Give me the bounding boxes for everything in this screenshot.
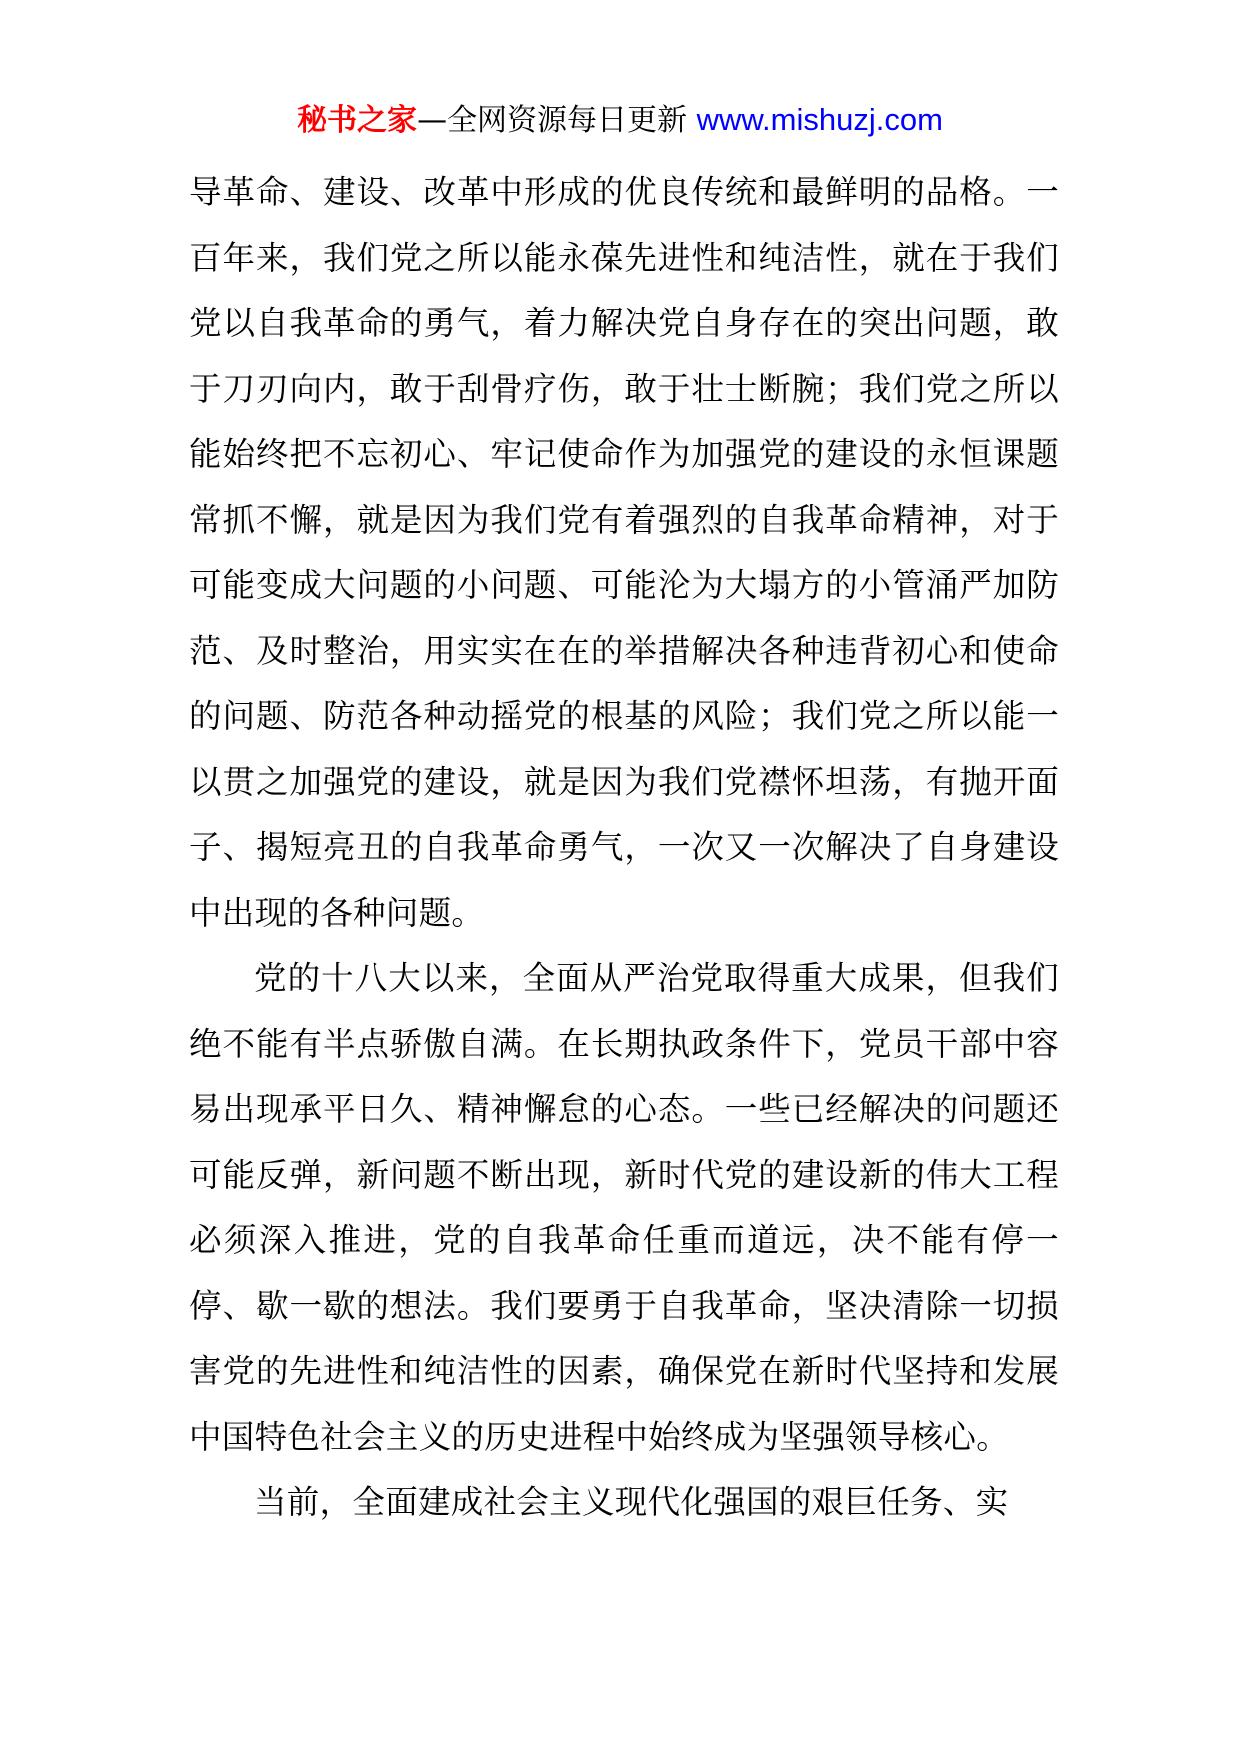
paragraph-continuation: 导革命、建设、改革中形成的优良传统和最鲜明的品格。一百年来，我们党之所以能永葆先进性和纯洁性，就在于我们党以自我革命的勇气，着力解决党自身存在的突出问题，敢于刀刃向内，敢于刮骨疗伤，敢于壮士断腕；我们党之所以能始终把不忘初心、牢记使命作为加强党的建设的永恒课题常抓不懈，就是因为我们党有着强烈的自我革命精神，对于可能变成大问题的小问题、可能沦为大塌方的小管涌严加防范、及时整治，用实实在在的举措解决各种违背初心和使命的问题、防范各种动摇党的根基的风险；我们党之所以能一以贯之加强党的建设，就是因为我们党襟怀坦荡，有抛开面子、揭短亮丑的自我革命勇气，一次又一次解决了自身建设中出现的各种问题。 [189,173,1059,932]
paragraph: 当前，全面建成社会主义现代化强国的艰巨任务、实 [254,1483,1009,1521]
header-site-url[interactable]: www.mishuzj.com [696,102,943,137]
page-header [0,98,1240,143]
header-tagline: —全网资源每日更新 [417,103,688,138]
document-body [189,160,1059,1536]
paragraph: 党的十八大以来，全面从严治党取得重大成果，但我们绝不能有半点骄傲自满。在长期执政条件下，党员干部中容易出现承平日久、精神懈怠的心态。一些已经解决的问题还可能反弹，新问题不断出现，新时代党的建设新的伟大工程必须深入推进，党的自我革命任重而道远，决不能有停一停、歇一歇的想法。我们要勇于自我革命，坚决清除一切损害党的先进性和纯洁性的因素，确保党在新时代坚持和发展中国特色社会主义的历史进程中始终成为坚强领导核心。 [189,959,1059,1456]
header-brand: 秘书之家 [297,103,418,138]
